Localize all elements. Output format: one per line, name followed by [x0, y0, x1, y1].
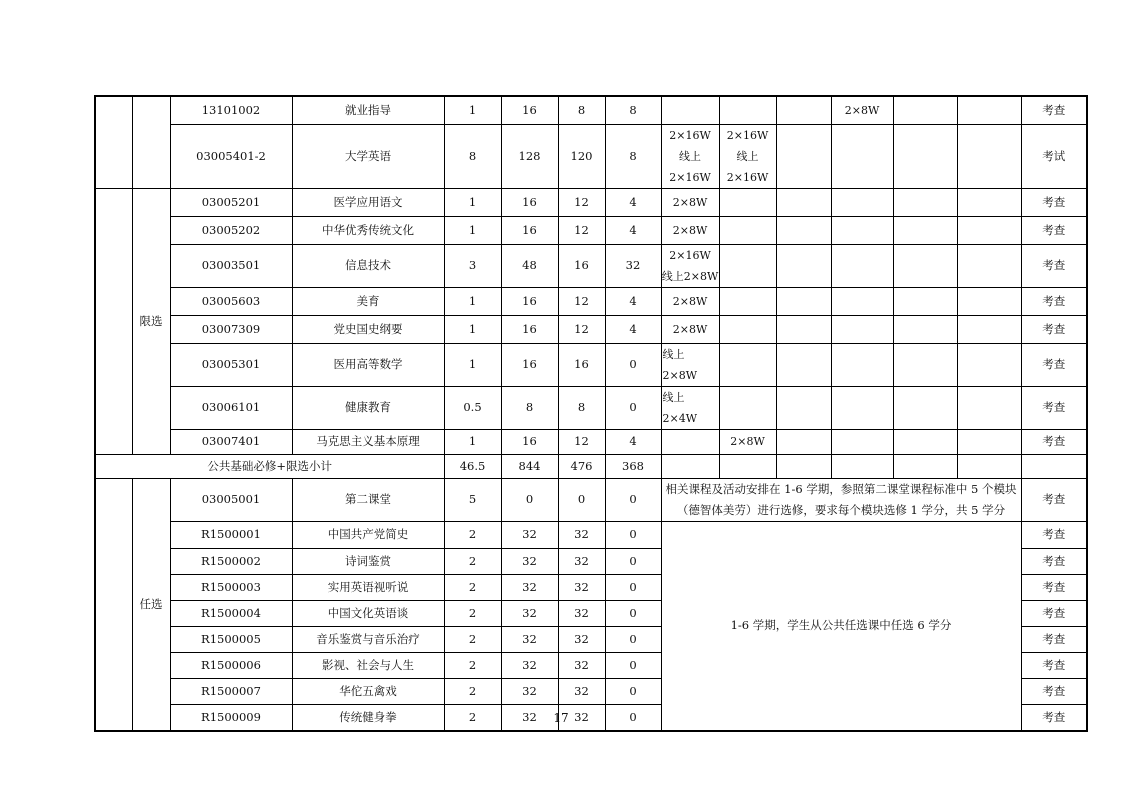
semester-1: 2×8W — [661, 216, 719, 244]
course-code: R1500001 — [170, 521, 292, 548]
course-name: 医学应用语文 — [292, 188, 444, 216]
theory-hours: 12 — [558, 188, 605, 216]
course-code: 03005301 — [170, 343, 292, 386]
semester-line: 2×16W — [669, 170, 711, 184]
semester-6 — [957, 96, 1021, 124]
total-hours: 16 — [501, 315, 558, 343]
semester-4 — [831, 386, 893, 429]
semester-5 — [893, 244, 957, 287]
practice-hours: 32 — [605, 244, 661, 287]
course-name: 传统健身拳 — [292, 704, 444, 731]
theory-hours: 12 — [558, 216, 605, 244]
semester-3 — [776, 343, 831, 386]
table-row — [95, 343, 1087, 386]
semester-6 — [957, 216, 1021, 244]
semester-2 — [719, 315, 776, 343]
total-hours: 16 — [501, 216, 558, 244]
practice-hours: 0 — [605, 678, 661, 704]
total-hours: 32 — [501, 521, 558, 548]
theory-hours: 32 — [558, 678, 605, 704]
practice-hours: 0 — [605, 626, 661, 652]
course-code: 03006101 — [170, 386, 292, 429]
note-line: （德智体美劳）进行选修，要求每个模块选修 1 学分，共 5 学分 — [676, 502, 1006, 517]
total-hours: 128 — [501, 124, 558, 188]
semester-3 — [776, 429, 831, 454]
semester-5 — [893, 96, 957, 124]
total-hours: 32 — [501, 704, 558, 731]
semester-5 — [893, 124, 957, 188]
credits: 2 — [444, 521, 501, 548]
assessment: 考查 — [1021, 315, 1087, 343]
elective-note: 1-6 学期，学生从公共任选课中任选 6 学分 — [661, 521, 1021, 731]
course-name: 中国共产党简史 — [292, 521, 444, 548]
course-name: 中华优秀传统文化 — [292, 216, 444, 244]
table-row — [95, 96, 1087, 124]
semester-5 — [893, 188, 957, 216]
semester-2 — [719, 287, 776, 315]
course-code: 13101002 — [170, 96, 292, 124]
assessment: 考查 — [1021, 704, 1087, 731]
practice-hours: 0 — [605, 652, 661, 678]
semester-line: 2×16W — [669, 248, 711, 262]
semester-2 — [719, 124, 776, 188]
assessment: 考查 — [1021, 287, 1087, 315]
assessment: 考查 — [1021, 188, 1087, 216]
semester-2 — [719, 96, 776, 124]
total-hours: 32 — [501, 574, 558, 600]
course-name: 中国文化英语谈 — [292, 600, 444, 626]
semester-line: 线上2×8W — [661, 269, 719, 283]
theory-hours: 476 — [558, 454, 605, 478]
semester-3 — [776, 244, 831, 287]
table-row — [95, 188, 1087, 216]
semester-1: 2×8W — [661, 315, 719, 343]
total-hours: 32 — [501, 652, 558, 678]
total-hours: 16 — [501, 96, 558, 124]
category-cell — [95, 188, 132, 454]
table-row — [95, 521, 1087, 548]
semester-4 — [831, 216, 893, 244]
total-hours: 844 — [501, 454, 558, 478]
semester-4: 2×8W — [831, 96, 893, 124]
course-code: R1500009 — [170, 704, 292, 731]
total-hours: 32 — [501, 626, 558, 652]
semester-5 — [893, 287, 957, 315]
semester-2 — [719, 386, 776, 429]
theory-hours: 32 — [558, 600, 605, 626]
theory-hours: 32 — [558, 521, 605, 548]
theory-hours: 32 — [558, 626, 605, 652]
semester-6 — [957, 124, 1021, 188]
semester-6 — [957, 386, 1021, 429]
credits: 8 — [444, 124, 501, 188]
assessment: 考查 — [1021, 96, 1087, 124]
credits: 2 — [444, 574, 501, 600]
semester-1 — [661, 96, 719, 124]
semester-3 — [776, 287, 831, 315]
semester-1: 2×8W — [661, 287, 719, 315]
semester-6 — [957, 244, 1021, 287]
course-code: 03007309 — [170, 315, 292, 343]
course-name: 医用高等数学 — [292, 343, 444, 386]
assessment: 考查 — [1021, 216, 1087, 244]
course-code: R1500006 — [170, 652, 292, 678]
semester-4 — [831, 454, 893, 478]
assessment: 考查 — [1021, 478, 1087, 521]
course-name: 音乐鉴赏与音乐治疗 — [292, 626, 444, 652]
table-row — [95, 124, 1087, 188]
table-row — [95, 315, 1087, 343]
credits: 3 — [444, 244, 501, 287]
course-code: R1500002 — [170, 548, 292, 574]
semester-5 — [893, 429, 957, 454]
semester-4 — [831, 315, 893, 343]
table-row — [95, 244, 1087, 287]
semester-5 — [893, 343, 957, 386]
semester-line: 线上 — [679, 149, 701, 163]
credits: 0.5 — [444, 386, 501, 429]
practice-hours: 4 — [605, 188, 661, 216]
practice-hours: 0 — [605, 521, 661, 548]
assessment — [1021, 454, 1087, 478]
semester-2 — [719, 188, 776, 216]
table-row — [95, 429, 1087, 454]
course-name: 诗词鉴赏 — [292, 548, 444, 574]
total-hours: 16 — [501, 287, 558, 315]
course-plan-table — [94, 95, 1088, 732]
semester-3 — [776, 188, 831, 216]
total-hours: 32 — [501, 600, 558, 626]
theory-hours: 32 — [558, 652, 605, 678]
course-code: 03005001 — [170, 478, 292, 521]
semester-3 — [776, 124, 831, 188]
subcategory-cell — [132, 96, 170, 188]
semester-5 — [893, 315, 957, 343]
theory-hours: 32 — [558, 548, 605, 574]
semester-2 — [719, 244, 776, 287]
total-hours: 16 — [501, 429, 558, 454]
semester-4 — [831, 124, 893, 188]
credits: 2 — [444, 678, 501, 704]
practice-hours: 4 — [605, 429, 661, 454]
semester-1: 线上2×4W — [661, 386, 719, 429]
semester-6 — [957, 343, 1021, 386]
credits: 5 — [444, 478, 501, 521]
subtotal-row — [95, 454, 1087, 478]
practice-hours: 0 — [605, 600, 661, 626]
course-code: R1500007 — [170, 678, 292, 704]
table-row — [95, 386, 1087, 429]
assessment: 考试 — [1021, 124, 1087, 188]
practice-hours: 0 — [605, 704, 661, 731]
semester-4 — [831, 188, 893, 216]
practice-hours: 0 — [605, 343, 661, 386]
assessment: 考查 — [1021, 600, 1087, 626]
total-hours: 0 — [501, 478, 558, 521]
semester-1 — [661, 429, 719, 454]
theory-hours: 32 — [558, 704, 605, 731]
semester-1 — [661, 454, 719, 478]
credits: 2 — [444, 626, 501, 652]
course-name: 大学英语 — [292, 124, 444, 188]
credits: 1 — [444, 188, 501, 216]
semester-line: 2×16W — [726, 128, 769, 142]
assessment: 考查 — [1021, 574, 1087, 600]
table-row — [95, 478, 1087, 521]
theory-hours: 0 — [558, 478, 605, 521]
course-name: 信息技术 — [292, 244, 444, 287]
semester-6 — [957, 454, 1021, 478]
practice-hours: 4 — [605, 315, 661, 343]
course-name: 影视、社会与人生 — [292, 652, 444, 678]
semester-3 — [776, 386, 831, 429]
course-code: 03005603 — [170, 287, 292, 315]
semester-line: 2×16W — [726, 170, 769, 184]
theory-hours: 16 — [558, 244, 605, 287]
credits: 1 — [444, 96, 501, 124]
category-cell — [95, 96, 132, 188]
practice-hours: 8 — [605, 96, 661, 124]
course-code: 03005201 — [170, 188, 292, 216]
credits: 2 — [444, 548, 501, 574]
limited-elective-label: 限选 — [132, 188, 170, 454]
credits: 2 — [444, 600, 501, 626]
assessment: 考查 — [1021, 244, 1087, 287]
practice-hours: 0 — [605, 574, 661, 600]
practice-hours: 8 — [605, 124, 661, 188]
semester-2: 2×8W — [719, 429, 776, 454]
assessment: 考查 — [1021, 429, 1087, 454]
semester-5 — [893, 454, 957, 478]
course-code: 03005401-2 — [170, 124, 292, 188]
semester-6 — [957, 287, 1021, 315]
credits: 1 — [444, 343, 501, 386]
semester-1: 2×8W — [661, 188, 719, 216]
semester-5 — [893, 216, 957, 244]
semester-6 — [957, 429, 1021, 454]
semester-line: 2×16W — [669, 128, 711, 142]
credits: 2 — [444, 652, 501, 678]
practice-hours: 4 — [605, 287, 661, 315]
practice-hours: 0 — [605, 548, 661, 574]
course-name: 健康教育 — [292, 386, 444, 429]
semester-3 — [776, 96, 831, 124]
total-hours: 32 — [501, 678, 558, 704]
assessment: 考查 — [1021, 343, 1087, 386]
semester-3 — [776, 315, 831, 343]
second-classroom-note — [661, 478, 1021, 521]
practice-hours: 368 — [605, 454, 661, 478]
course-code: R1500003 — [170, 574, 292, 600]
semester-6 — [957, 315, 1021, 343]
semester-4 — [831, 343, 893, 386]
credits: 1 — [444, 216, 501, 244]
theory-hours: 32 — [558, 574, 605, 600]
semester-5 — [893, 386, 957, 429]
assessment: 考查 — [1021, 626, 1087, 652]
semester-6 — [957, 188, 1021, 216]
course-name: 华佗五禽戏 — [292, 678, 444, 704]
credits: 1 — [444, 315, 501, 343]
practice-hours: 0 — [605, 478, 661, 521]
semester-1 — [661, 124, 719, 188]
assessment: 考查 — [1021, 521, 1087, 548]
credits: 46.5 — [444, 454, 501, 478]
semester-2 — [719, 343, 776, 386]
credits: 1 — [444, 429, 501, 454]
semester-4 — [831, 429, 893, 454]
total-hours: 16 — [501, 188, 558, 216]
theory-hours: 8 — [558, 386, 605, 429]
semester-1: 线上2×8W — [661, 343, 719, 386]
course-code: R1500005 — [170, 626, 292, 652]
theory-hours: 120 — [558, 124, 605, 188]
theory-hours: 16 — [558, 343, 605, 386]
semester-3 — [776, 454, 831, 478]
total-hours: 48 — [501, 244, 558, 287]
course-code: R1500004 — [170, 600, 292, 626]
course-code: 03003501 — [170, 244, 292, 287]
course-code: 03007401 — [170, 429, 292, 454]
total-hours: 16 — [501, 343, 558, 386]
semester-4 — [831, 244, 893, 287]
subtotal-label: 公共基础必修+限选小计 — [95, 454, 444, 478]
note-line: 相关课程及活动安排在 1-6 学期，参照第二课堂课程标准中 5 个模块 — [665, 481, 1017, 496]
theory-hours: 8 — [558, 96, 605, 124]
course-name: 美育 — [292, 287, 444, 315]
course-name: 实用英语视听说 — [292, 574, 444, 600]
course-name: 党史国史纲要 — [292, 315, 444, 343]
semester-4 — [831, 287, 893, 315]
category-cell — [95, 478, 132, 731]
semester-line: 线上 — [736, 149, 759, 163]
table-row — [95, 216, 1087, 244]
semester-2 — [719, 216, 776, 244]
theory-hours: 12 — [558, 429, 605, 454]
assessment: 考查 — [1021, 548, 1087, 574]
semester-3 — [776, 216, 831, 244]
credits: 2 — [444, 704, 501, 731]
table-row — [95, 287, 1087, 315]
theory-hours: 12 — [558, 287, 605, 315]
free-elective-label: 任选 — [132, 478, 170, 731]
credits: 1 — [444, 287, 501, 315]
page-number: 17 — [553, 711, 569, 725]
semester-1 — [661, 244, 719, 287]
theory-hours: 12 — [558, 315, 605, 343]
course-name: 马克思主义基本原理 — [292, 429, 444, 454]
semester-2 — [719, 454, 776, 478]
practice-hours: 4 — [605, 216, 661, 244]
practice-hours: 0 — [605, 386, 661, 429]
assessment: 考查 — [1021, 386, 1087, 429]
course-name: 就业指导 — [292, 96, 444, 124]
assessment: 考查 — [1021, 652, 1087, 678]
course-code: 03005202 — [170, 216, 292, 244]
total-hours: 8 — [501, 386, 558, 429]
course-name: 第二课堂 — [292, 478, 444, 521]
total-hours: 32 — [501, 548, 558, 574]
assessment: 考查 — [1021, 678, 1087, 704]
